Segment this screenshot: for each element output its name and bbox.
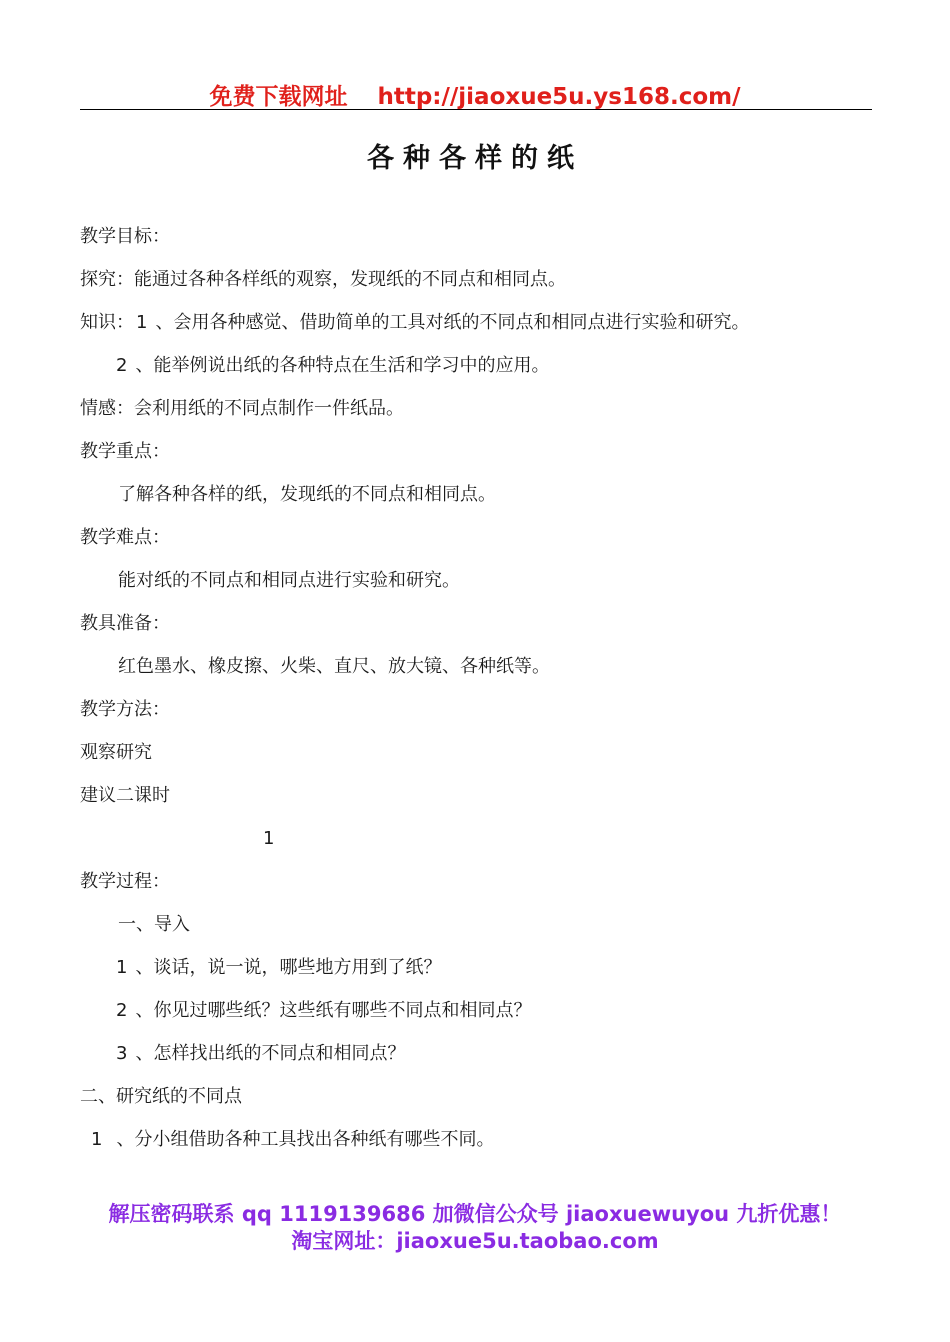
- section-research-heading: 二、研究纸的不同点: [80, 1086, 242, 1107]
- item-number: 2: [116, 355, 128, 376]
- process-heading: 教学过程：: [80, 871, 170, 892]
- objective-knowledge-2: [116, 355, 549, 377]
- header-divider: [80, 109, 872, 110]
- difficulties-text: 能对纸的不同点和相同点进行实验和研究。: [118, 570, 460, 591]
- objectives-heading: 教学目标：: [80, 226, 170, 247]
- header-url-link[interactable]: http://jiaoxue5u.ys168.com/: [377, 84, 741, 110]
- header-label: 免费下载网址: [209, 84, 348, 110]
- class-hours: 建议二课时: [80, 785, 170, 806]
- research-step-1: [91, 1129, 494, 1151]
- item-text: 、能举例说出纸的各种特点在生活和学习中的应用。: [135, 355, 550, 376]
- item-number: 1: [116, 957, 128, 978]
- objective-inquiry: 探究：能通过各种各样纸的观察，发现纸的不同点和相同点。: [80, 269, 566, 290]
- item-text: 、分小组借助各种工具找出各种纸有哪些不同。: [116, 1129, 495, 1150]
- intro-step-2: [116, 1000, 531, 1022]
- key-points-text: 了解各种各样的纸，发现纸的不同点和相同点。: [118, 484, 496, 505]
- item-number: 1: [91, 1129, 103, 1150]
- materials-heading: 教具准备：: [80, 613, 170, 634]
- objective-knowledge: [80, 312, 749, 334]
- footer-taobao: 淘宝网址：jiaoxue5u.taobao.com: [291, 1229, 659, 1253]
- document-title: 各种各样的纸: [367, 143, 583, 174]
- item-number: 2: [116, 1000, 128, 1021]
- difficulties-heading: 教学难点：: [80, 527, 170, 548]
- item-text: 、谈话，说一说，哪些地方用到了纸？: [135, 957, 442, 978]
- footer-contact: 解压密码联系 qq 1119139686 加微信公众号 jiaoxuewuyou 九折优惠！: [108, 1202, 842, 1226]
- item-text: 、你见过哪些纸？这些纸有哪些不同点和相同点？: [135, 1000, 532, 1021]
- intro-step-3: [116, 1043, 405, 1065]
- knowledge-label: 知识：: [80, 312, 134, 333]
- item-text: 、会用各种感觉、借助简单的工具对纸的不同点和相同点进行实验和研究。: [155, 312, 750, 333]
- key-points-heading: 教学重点：: [80, 441, 170, 462]
- item-text: 、怎样找出纸的不同点和相同点？: [135, 1043, 406, 1064]
- item-number: 1: [136, 312, 148, 333]
- lesson-number: 1: [263, 828, 275, 849]
- intro-step-1: [116, 957, 441, 979]
- materials-text: 红色墨水、橡皮擦、火柴、直尺、放大镜、各种纸等。: [118, 656, 550, 677]
- download-header: [0, 78, 950, 111]
- objective-emotion: 情感：会利用纸的不同点制作一件纸品。: [80, 398, 404, 419]
- section-intro-heading: 一、导入: [118, 914, 190, 935]
- methods-text: 观察研究: [80, 742, 152, 763]
- methods-heading: 教学方法：: [80, 699, 170, 720]
- item-number: 3: [116, 1043, 128, 1064]
